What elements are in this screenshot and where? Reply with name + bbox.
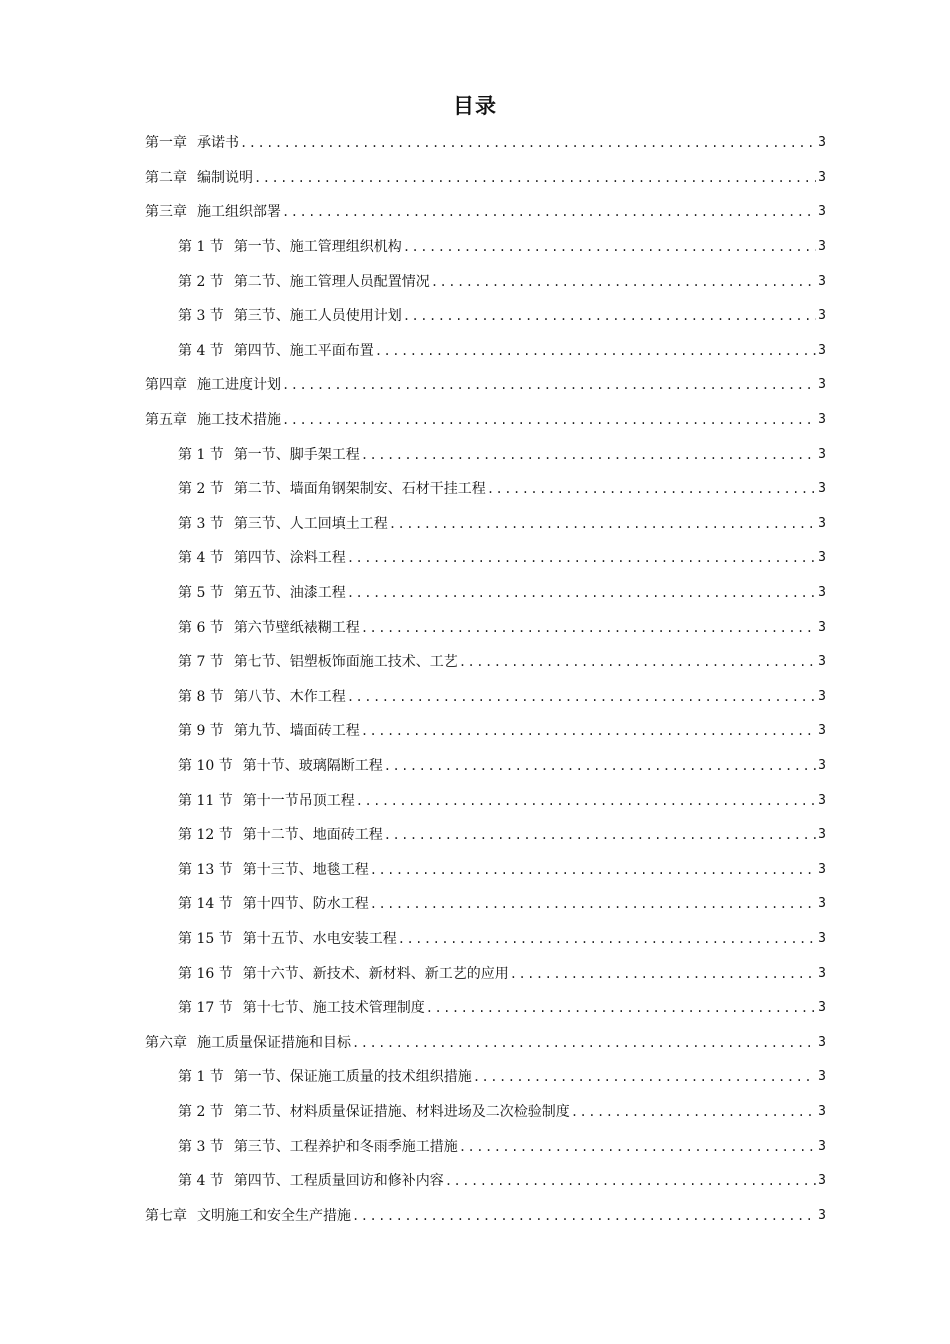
toc-dot-leader xyxy=(398,930,816,948)
toc-entry-heading xyxy=(145,1034,351,1052)
toc-dot-leader xyxy=(282,376,816,394)
toc-entry-number: 第 8 节 xyxy=(178,688,224,705)
toc-entry-text: 第一节、施工管理组织机构 xyxy=(233,239,402,256)
toc-page-number: 3 xyxy=(818,930,826,946)
toc-entry-number: 第 4 节 xyxy=(178,1173,224,1190)
toc-page-number: 3 xyxy=(818,896,826,912)
toc-dot-leader xyxy=(361,722,816,740)
toc-dot-leader xyxy=(375,342,816,360)
toc-entry-text: 第四节、涂料工程 xyxy=(233,550,346,567)
toc-entry-heading xyxy=(178,1172,444,1190)
toc-chapter-entry[interactable] xyxy=(145,368,826,403)
toc-section-entry[interactable] xyxy=(145,783,826,818)
toc-section-entry[interactable] xyxy=(145,610,826,645)
toc-page-number: 3 xyxy=(818,273,826,289)
toc-page-number: 3 xyxy=(818,446,826,462)
toc-chapter-entry[interactable] xyxy=(145,1198,826,1233)
toc-entry-number: 第 7 节 xyxy=(178,654,224,671)
toc-entry-number: 第 15 节 xyxy=(178,930,233,947)
toc-entry-heading xyxy=(178,307,402,325)
toc-entry-text: 第三节、人工回填土工程 xyxy=(233,515,388,532)
toc-section-entry[interactable] xyxy=(145,991,826,1026)
toc-dot-leader xyxy=(254,169,816,187)
toc-chapter-entry[interactable] xyxy=(145,195,826,230)
toc-entry-number: 第 10 节 xyxy=(178,757,233,774)
toc-page-number: 3 xyxy=(818,377,826,393)
toc-entry-heading xyxy=(178,584,346,602)
toc-entry-number: 第 4 节 xyxy=(178,342,224,359)
toc-section-entry[interactable] xyxy=(145,472,826,507)
toc-entry-heading xyxy=(178,792,355,810)
toc-chapter-entry[interactable] xyxy=(145,1025,826,1060)
toc-section-entry[interactable] xyxy=(145,749,826,784)
toc-section-entry[interactable] xyxy=(145,714,826,749)
toc-section-entry[interactable] xyxy=(145,1164,826,1199)
toc-chapter-entry[interactable] xyxy=(145,403,826,438)
toc-page-number: 3 xyxy=(818,204,826,220)
toc-entry-heading xyxy=(178,480,486,498)
toc-section-entry[interactable] xyxy=(145,334,826,369)
toc-dot-leader xyxy=(352,1034,816,1052)
toc-dot-leader xyxy=(384,757,816,775)
toc-section-entry[interactable] xyxy=(145,541,826,576)
toc-list xyxy=(145,126,826,1233)
toc-entry-number: 第 5 节 xyxy=(178,585,224,602)
toc-entry-heading xyxy=(145,1207,351,1225)
toc-entry-number: 第三章 xyxy=(145,204,187,221)
toc-page-number: 3 xyxy=(818,827,826,843)
toc-entry-heading xyxy=(178,446,360,464)
toc-entry-heading xyxy=(178,895,369,913)
toc-page-number: 3 xyxy=(818,1000,826,1016)
toc-page-number: 3 xyxy=(818,1069,826,1085)
toc-entry-heading xyxy=(145,411,281,429)
toc-section-entry[interactable] xyxy=(145,576,826,611)
toc-entry-text: 第四节、工程质量回访和修补内容 xyxy=(233,1173,444,1190)
toc-page-number: 3 xyxy=(818,135,826,151)
toc-entry-heading xyxy=(178,549,346,567)
toc-entry-text: 第二节、施工管理人员配置情况 xyxy=(233,273,430,290)
toc-entry-text: 编制说明 xyxy=(197,169,253,186)
toc-entry-text: 施工质量保证措施和目标 xyxy=(197,1034,351,1051)
toc-entry-text: 第三节、施工人员使用计划 xyxy=(233,308,402,325)
toc-dot-leader xyxy=(445,1172,816,1190)
toc-entry-heading xyxy=(178,861,369,879)
toc-section-entry[interactable] xyxy=(145,1060,826,1095)
toc-entry-heading xyxy=(178,722,360,740)
toc-entry-heading xyxy=(178,342,374,360)
toc-entry-text: 第十七节、施工技术管理制度 xyxy=(242,1000,425,1017)
toc-entry-heading xyxy=(145,376,281,394)
toc-dot-leader xyxy=(282,203,816,221)
toc-entry-text: 第十一节吊顶工程 xyxy=(242,792,355,809)
toc-entry-text: 第八节、木作工程 xyxy=(233,688,346,705)
toc-chapter-entry[interactable] xyxy=(145,126,826,161)
toc-entry-number: 第四章 xyxy=(145,377,187,394)
toc-dot-leader xyxy=(282,411,816,429)
toc-dot-leader xyxy=(473,1068,816,1086)
toc-dot-leader xyxy=(459,653,816,671)
toc-page-number: 3 xyxy=(818,965,826,981)
toc-page-number: 3 xyxy=(818,792,826,808)
toc-entry-heading xyxy=(178,688,346,706)
toc-title: 目录 xyxy=(453,94,497,118)
toc-entry-number: 第五章 xyxy=(145,412,187,429)
toc-page-number: 3 xyxy=(818,723,826,739)
toc-entry-heading xyxy=(145,134,239,152)
toc-entry-heading xyxy=(178,1138,458,1156)
toc-entry-number: 第 16 节 xyxy=(178,965,233,982)
toc-section-entry[interactable] xyxy=(145,230,826,265)
toc-entry-text: 承诺书 xyxy=(197,135,239,152)
toc-dot-leader xyxy=(487,480,816,498)
toc-dot-leader xyxy=(370,861,816,879)
toc-page-number: 3 xyxy=(818,308,826,324)
toc-entry-number: 第 14 节 xyxy=(178,896,233,913)
toc-section-entry[interactable] xyxy=(145,299,826,334)
toc-dot-leader xyxy=(403,238,816,256)
toc-entry-heading xyxy=(178,515,388,533)
toc-page-number: 3 xyxy=(818,169,826,185)
toc-entry-heading xyxy=(145,203,281,221)
toc-page-number: 3 xyxy=(818,412,826,428)
toc-section-entry[interactable] xyxy=(145,680,826,715)
toc-dot-leader xyxy=(361,446,816,464)
toc-entry-heading xyxy=(178,238,402,256)
toc-entry-heading xyxy=(178,999,425,1017)
toc-entry-heading xyxy=(178,826,383,844)
toc-dot-leader xyxy=(510,965,816,983)
toc-entry-text: 第十三节、地毯工程 xyxy=(242,861,369,878)
toc-entry-number: 第 3 节 xyxy=(178,515,224,532)
toc-entry-number: 第 3 节 xyxy=(178,1138,224,1155)
toc-page-number: 3 xyxy=(818,515,826,531)
toc-section-entry[interactable] xyxy=(145,264,826,299)
toc-page-number: 3 xyxy=(818,757,826,773)
toc-entry-heading xyxy=(178,930,397,948)
toc-entry-number: 第 1 节 xyxy=(178,446,224,463)
toc-page-number: 3 xyxy=(818,1207,826,1223)
toc-section-entry[interactable] xyxy=(145,1129,826,1164)
toc-entry-text: 第一节、保证施工质量的技术组织措施 xyxy=(233,1069,472,1086)
toc-dot-leader xyxy=(426,999,816,1017)
toc-dot-leader xyxy=(356,792,816,810)
toc-entry-text: 施工组织部署 xyxy=(197,204,281,221)
toc-entry-text: 文明施工和安全生产措施 xyxy=(197,1207,351,1224)
toc-page-number: 3 xyxy=(818,619,826,635)
toc-dot-leader xyxy=(352,1207,816,1225)
toc-page-number: 3 xyxy=(818,239,826,255)
toc-dot-leader xyxy=(459,1138,816,1156)
toc-entry-text: 第二节、材料质量保证措施、材料进场及二次检验制度 xyxy=(233,1103,570,1120)
toc-entry-text: 施工进度计划 xyxy=(197,377,281,394)
toc-entry-heading xyxy=(178,273,430,291)
toc-chapter-entry[interactable] xyxy=(145,161,826,196)
toc-entry-number: 第 12 节 xyxy=(178,827,233,844)
toc-dot-leader xyxy=(370,895,816,913)
toc-entry-text: 第一节、脚手架工程 xyxy=(233,446,360,463)
toc-entry-text: 第六节壁纸裱糊工程 xyxy=(233,619,360,636)
toc-entry-text: 第二节、墙面角钢架制安、石材干挂工程 xyxy=(233,481,486,498)
toc-dot-leader xyxy=(347,549,816,567)
toc-section-entry[interactable] xyxy=(145,852,826,887)
toc-entry-text: 第三节、工程养护和冬雨季施工措施 xyxy=(233,1138,458,1155)
toc-page-number: 3 xyxy=(818,654,826,670)
toc-section-entry[interactable] xyxy=(145,818,826,853)
toc-dot-leader xyxy=(361,619,816,637)
toc-entry-number: 第 9 节 xyxy=(178,723,224,740)
toc-section-entry[interactable] xyxy=(145,922,826,957)
toc-entry-text: 第九节、墙面砖工程 xyxy=(233,723,360,740)
toc-dot-leader xyxy=(384,826,816,844)
toc-entry-text: 第十五节、水电安装工程 xyxy=(242,930,397,947)
toc-entry-number: 第 17 节 xyxy=(178,1000,233,1017)
toc-dot-leader xyxy=(347,688,816,706)
toc-entry-number: 第 4 节 xyxy=(178,550,224,567)
toc-entry-number: 第 1 节 xyxy=(178,239,224,256)
toc-entry-heading xyxy=(178,965,509,983)
toc-entry-heading xyxy=(178,1103,570,1121)
toc-entry-text: 第十四节、防水工程 xyxy=(242,896,369,913)
toc-entry-number: 第六章 xyxy=(145,1034,187,1051)
toc-page-number: 3 xyxy=(818,1138,826,1154)
toc-dot-leader xyxy=(571,1103,816,1121)
toc-entry-heading xyxy=(178,653,458,671)
toc-entry-text: 第十六节、新技术、新材料、新工艺的应用 xyxy=(242,965,509,982)
toc-entry-number: 第 3 节 xyxy=(178,308,224,325)
toc-entry-heading xyxy=(178,619,360,637)
toc-entry-text: 第十节、玻璃隔断工程 xyxy=(242,757,383,774)
toc-entry-text: 第四节、施工平面布置 xyxy=(233,342,374,359)
toc-entry-number: 第 2 节 xyxy=(178,481,224,498)
toc-entry-number: 第 11 节 xyxy=(178,792,233,809)
toc-page-number: 3 xyxy=(818,481,826,497)
toc-page-number: 3 xyxy=(818,550,826,566)
toc-section-entry[interactable] xyxy=(145,956,826,991)
toc-section-entry[interactable] xyxy=(145,645,826,680)
toc-entry-text: 施工技术措施 xyxy=(197,412,281,429)
toc-page-number: 3 xyxy=(818,1103,826,1119)
toc-page-number: 3 xyxy=(818,861,826,877)
toc-entry-heading xyxy=(178,757,383,775)
toc-entry-number: 第 2 节 xyxy=(178,1103,224,1120)
toc-entry-number: 第 1 节 xyxy=(178,1069,224,1086)
toc-section-entry[interactable] xyxy=(145,507,826,542)
toc-entry-text: 第十二节、地面砖工程 xyxy=(242,827,383,844)
toc-dot-leader xyxy=(240,134,816,152)
toc-entry-number: 第 2 节 xyxy=(178,273,224,290)
toc-page-number: 3 xyxy=(818,1034,826,1050)
toc-section-entry[interactable] xyxy=(145,1095,826,1130)
toc-page-number: 3 xyxy=(818,688,826,704)
toc-dot-leader xyxy=(347,584,816,602)
toc-dot-leader xyxy=(389,515,816,533)
toc-entry-heading xyxy=(178,1068,472,1086)
toc-dot-leader xyxy=(403,307,816,325)
toc-page-number: 3 xyxy=(818,1173,826,1189)
toc-dot-leader xyxy=(431,273,816,291)
toc-entry-heading xyxy=(145,169,253,187)
toc-entry-number: 第 13 节 xyxy=(178,861,233,878)
toc-section-entry[interactable] xyxy=(145,437,826,472)
toc-entry-number: 第二章 xyxy=(145,169,187,186)
toc-page-number: 3 xyxy=(818,342,826,358)
toc-page-number: 3 xyxy=(818,585,826,601)
toc-entry-number: 第 6 节 xyxy=(178,619,224,636)
toc-section-entry[interactable] xyxy=(145,887,826,922)
toc-entry-text: 第五节、油漆工程 xyxy=(233,585,346,602)
toc-entry-number: 第七章 xyxy=(145,1207,187,1224)
toc-entry-number: 第一章 xyxy=(145,135,187,152)
toc-entry-text: 第七节、铝塑板饰面施工技术、工艺 xyxy=(233,654,458,671)
